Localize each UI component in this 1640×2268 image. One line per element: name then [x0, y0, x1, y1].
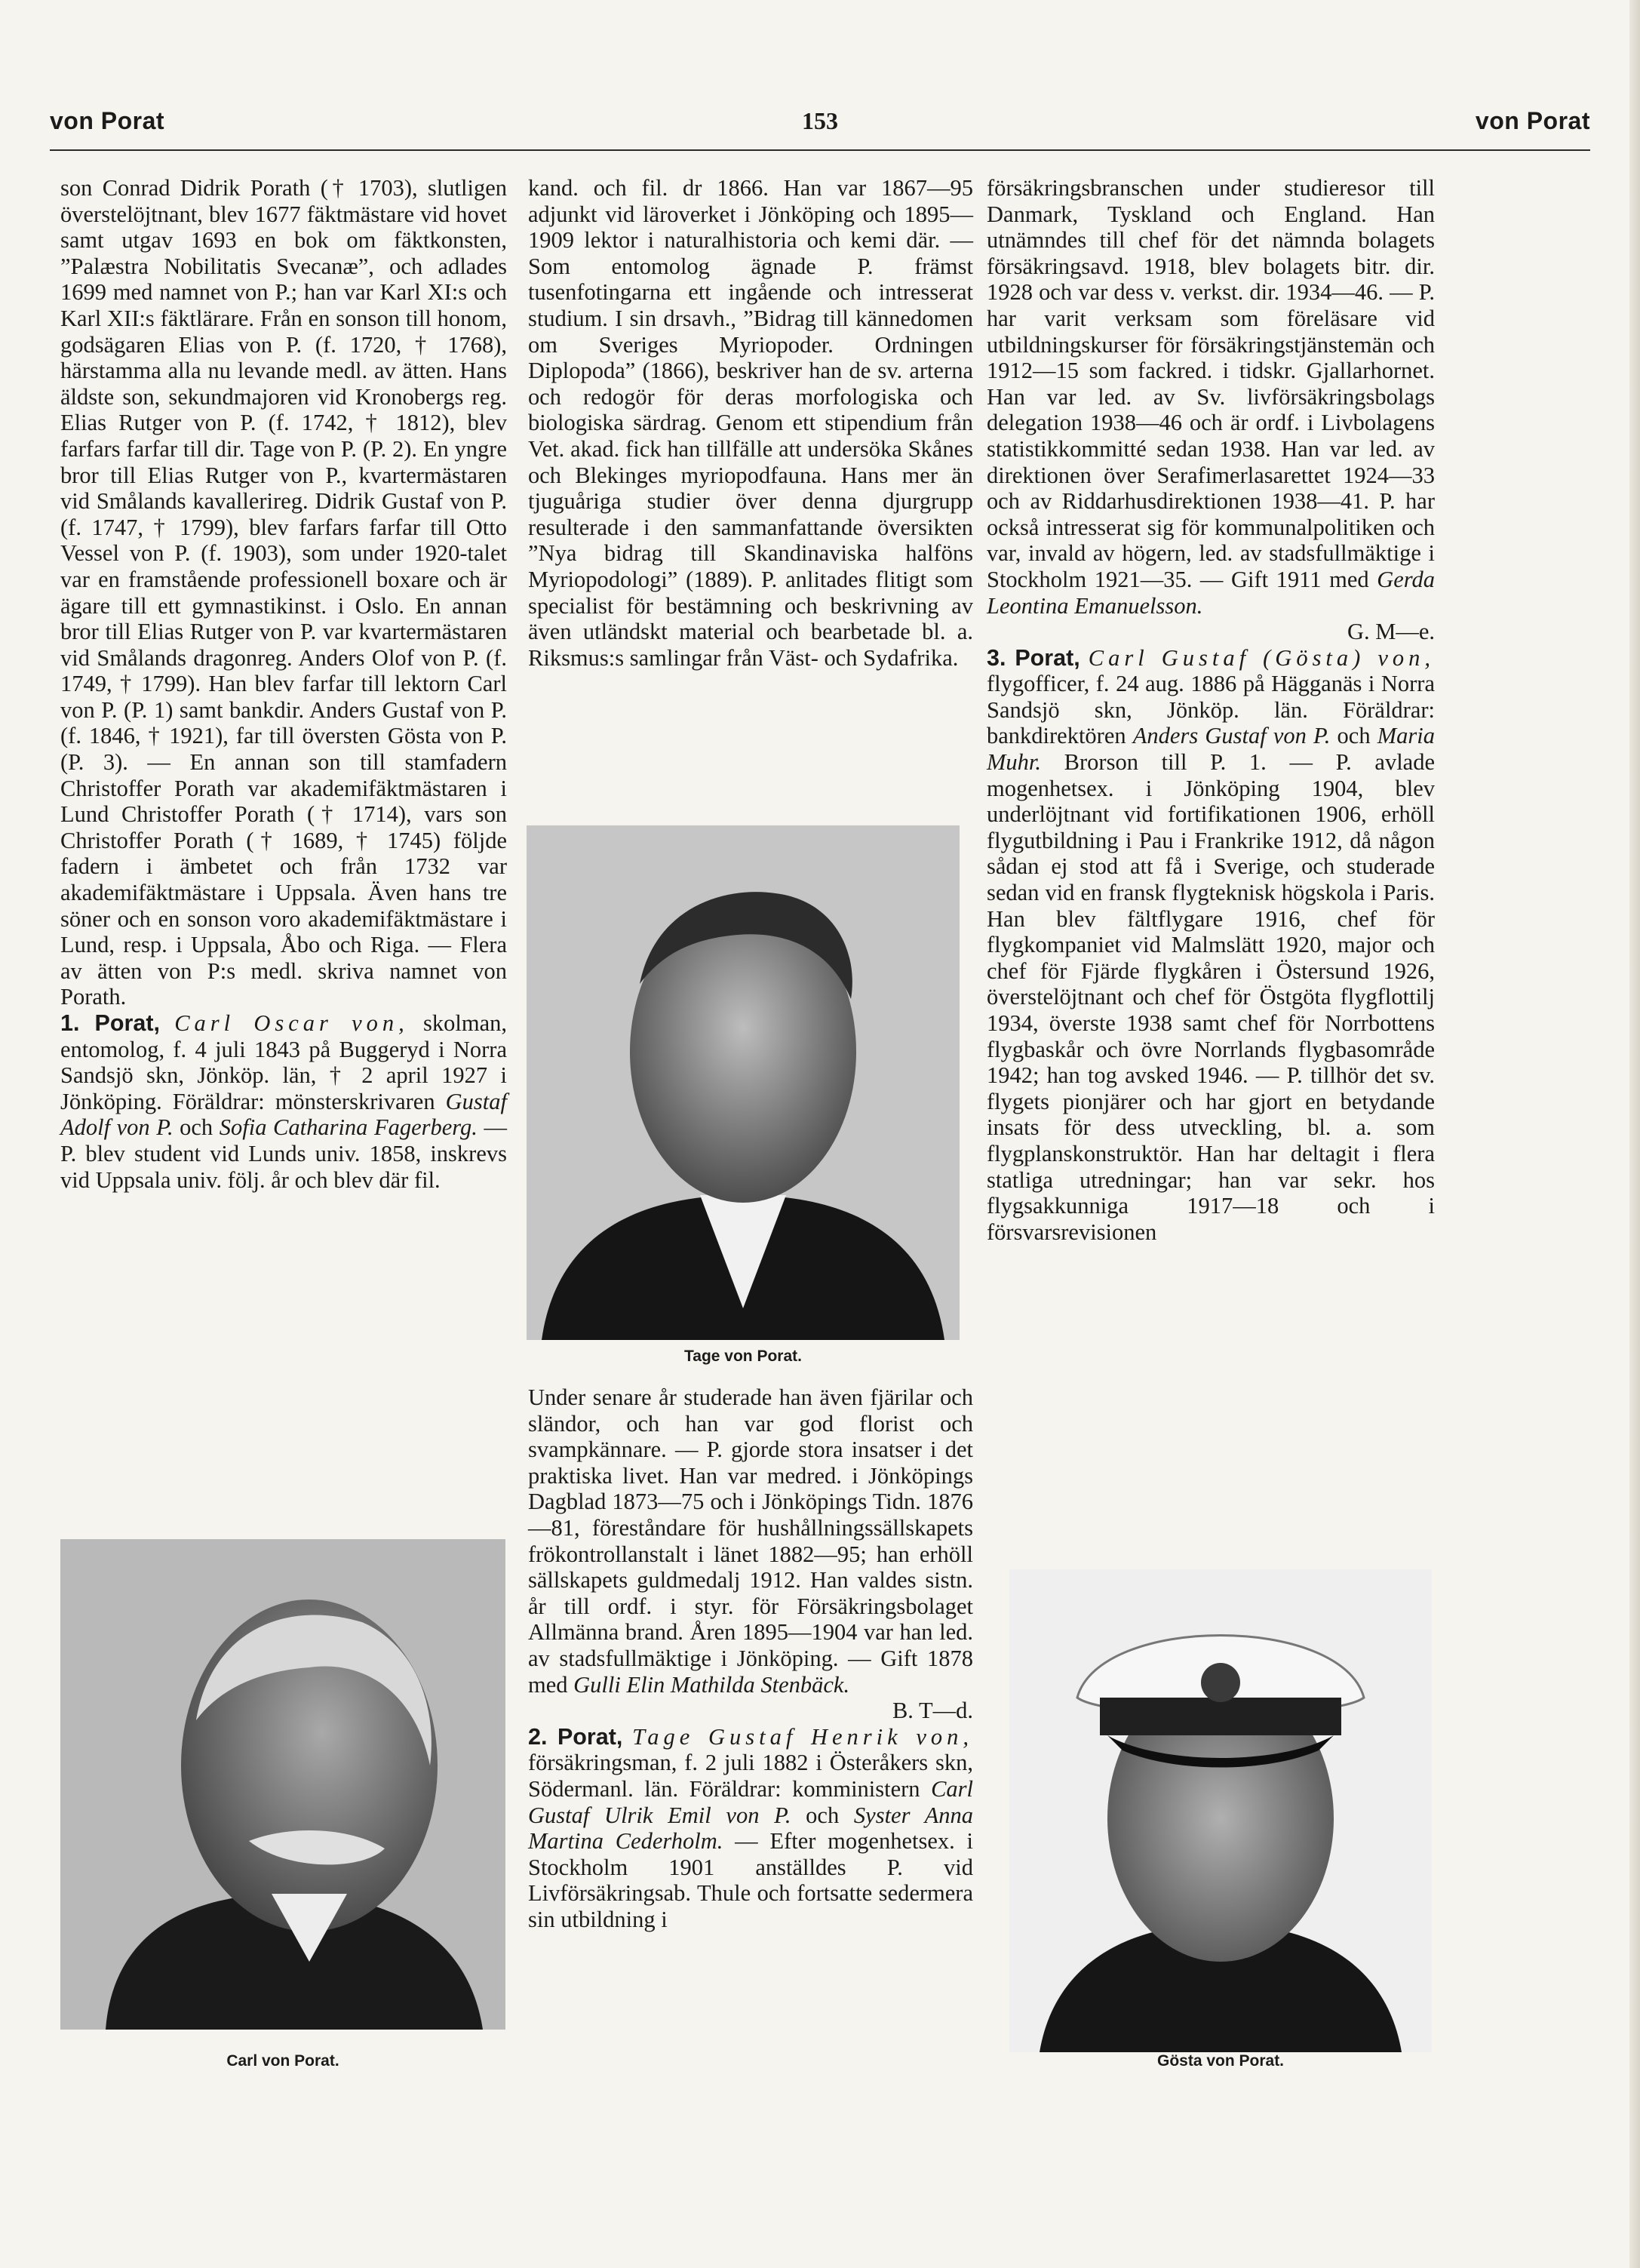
entry-name: Carl Gustaf (Gösta) von, [1088, 644, 1436, 671]
portrait-gosta-von-porat [1009, 1569, 1432, 2052]
entry2-continuation [987, 175, 1435, 619]
page-edge [1629, 0, 1640, 2268]
column-2-lower [528, 1384, 973, 1932]
conjunction: och [791, 1802, 854, 1828]
mother-name: Maria Muhr. [987, 723, 1435, 776]
portrait-tage-von-porat [527, 825, 960, 1340]
entry-name: Carl Oscar von, [174, 1010, 409, 1036]
father-name: Carl Gustaf Ulrik Emil von P. [528, 1775, 973, 1828]
entry-text: — P. blev student vid Lunds univ. 1858, inskrevs vid Uppsala univ. följ. år och blev där fil. [60, 1114, 508, 1193]
family-history-paragraph: son Conrad Didrik Porath († 1703), slutligen överstelöjtnant, blev 1677 fäktmästare vid hovet samt utgav 1693 en bok om fäktkonsten, ”Palæstra Nobilitatis Svecanæ”, och adlades 1699 med namnet von P.; han var Karl XI:s och Karl XII:s fäktlärare. Från en sonson till honom, godsägaren Elias von P. (f. 1720, † 1768), härstamma alla nu levande medl. av ätten. Hans äldste son, sekundmajoren vid Kronobergs reg. Elias Rutger von P. (f. 1742, † 1812), blev farfars farfar till dir. Tage von P. (P. 2). En yngre bror till Elias Rutger von P., kvartermästaren vid Smålands kavallerireg. Didrik Gustaf von P. (f. 1747, † 1799), blev farfars farfar till Otto Vessel von P. (f. 1903), som under 1920-talet var en framstående professionell boxare och är ägare till ett gymnastikinst. i Oslo. En annan bror till Elias Rutger von P. var kvartermästaren vid Smålands dragonreg. Anders Olof von P. (f. 1749, † 1799). Han blev farfar till lektorn Carl von P. (P. 1) samt bankdir. Anders Gustaf von P. (f. 1846, † 1921), far till översten Gösta von P. (P. 3). — En annan son till stamfadern Christoffer Porath var akademifäktmästaren i Lund Christoffer Porath († 1714), vars son Christoffer Porath († 1689, † 1745) följde fadern i ämbetet och från 1732 var akademifäktmästare i Uppsala. Även hans tre söner och en sonson voro akademifäktmästare i Lund, resp. i Uppsala, Åbo och Riga. — Flera av ätten von P:s medl. skriva namnet von Porath. [60, 175, 507, 1010]
caption-gosta: Gösta von Porat. [1156, 2052, 1285, 2070]
conjunction: och [1330, 723, 1377, 749]
entry-text: Brorson till P. 1. — P. avlade mogenhetsex. i Jönköping 1904, blev underlöjtnant vid fortifikationen 1906, erhöll flygutbildning i Pau i Frankrike 1912, då någon sådan ej stod att få i Sverige, och studerade sedan vid en fransk flygteknisk högskola i Paris. Han blev fältflygare 1916, chef för flygkompaniet vid Malmslätt 1920, major och chef för Fjärde flygkåren i Östersund 1926, överstelöjtnant och chef för Östgöta flygflottilj 1934, överste 1938 samt chef för Norrbottens flygbaskår och övre Norrlands flygbasområde 1942; han tog avsked 1946. — P. tillhör det sv. flygets pionjärer och har gjort en betydande insats för dess utveckling, bl. a. som flygplanskonstruktör. Han har deltagit i flera statliga utredningar; han var sekr. hos flygsakkunniga 1917—18 och i försvarsrevisionen [987, 749, 1435, 1245]
entry-text: skolman, entomolog, f. 4 juli 1843 på Buggeryd i Norra Sandsjö skn, Jönköp. län, † 2 april 1927 i Jönköping. Föräldrar: mönsterskrivaren [60, 1010, 508, 1114]
father-name: Anders Gustaf von P. [1132, 723, 1331, 749]
entry-gosta-von-porat [987, 645, 1435, 1246]
entry-text: flygofficer, f. 24 aug. 1886 på Hägganäs i Norra Sandsjö skn, Jönköp. län. Föräldrar: bankdirektören [987, 671, 1435, 749]
entry1-continuation: kand. och fil. dr 1866. Han var 1867—95 adjunkt vid läroverket i Jönköping och 1895—1909 lektor i naturalhistoria och kemi där. — Som entomolog ägnade P. främst tusenfotingarna ett ingående och intresserat studium. I sin drsavh., ”Bidrag till kännedomen om Sveriges Myriopoder. Ordningen Diplopoda” (1866), beskriver han de sv. arterna och redogör för deras morfologiska och biologiska särdrag. Genom ett stipendium från Vet. akad. fick han tillfälle att undersöka Skånes och Blekinges myriopodfauna. Hans mer än tjuguåriga studier över denna djurgrupp resulterade i den sammanfattande översikten ”Nya bidrag till Skandinaviska halföns Myriopodologi” (1889). P. anlitades flitigt som specialist för bestämning och beskrivning av även utländskt material och bearbetade bl. a. Riksmus:s samlingar från Väst- och Sydafrika. [528, 175, 973, 671]
entry-text: — Efter mogenhetsex. i Stockholm 1901 anställdes P. vid Livförsäkringsab. Thule och fortsatte sedermera sin utbildning i [528, 1828, 973, 1932]
caption-carl: Carl von Porat. [226, 2052, 339, 2070]
mother-name: Sofia Catharina Fagerberg. [219, 1114, 478, 1141]
entry-heading: 1. Porat, [60, 1010, 160, 1036]
entry-heading: 3. Porat, [987, 644, 1080, 671]
entry1-end [528, 1384, 973, 1698]
author-signature: G. M—e. [1347, 619, 1435, 645]
header-rule [50, 149, 1590, 151]
caption-tage: Tage von Porat. [684, 1348, 802, 1365]
column-2 [528, 175, 973, 671]
author-signature: B. T—d. [892, 1698, 973, 1724]
running-head-left: von Porat [50, 107, 165, 134]
entry-text: försäkringsman, f. 2 juli 1882 i Österåkers skn, Södermanl. län. Föräldrar: komministern [528, 1750, 973, 1802]
mother-name: Syster Anna Martina Cederholm. [528, 1802, 973, 1855]
entry-carl-von-porat [60, 1010, 507, 1193]
entry-text: Under senare år studerade han även fjärilar och sländor, och han var god florist och svampkännare. — P. gjorde stora insatser i det praktiska livet. Han var medred. i Jönköpings Dagblad 1873—75 och i Jönköpings Tidn. 1876—81, föreståndare för hushållningssällskapets frökontrollanstalt i länet 1882—95; han erhöll sällskapets guldmedalj 1912. Han valdes sistn. år till ordf. i styr. för Försäkringsbolaget Allmänna brand. Åren 1895—1904 var han led. av stadsfullmäktige i Jönköping. — Gift 1878 med [528, 1384, 973, 1698]
entry-tage-von-porat [528, 1724, 973, 1933]
conjunction: och [173, 1114, 220, 1141]
wife-name: Gulli Elin Mathilda Stenbäck. [573, 1671, 850, 1698]
portrait-carl-von-porat [60, 1539, 505, 2030]
father-name: Gustaf Adolf von P. [60, 1088, 507, 1141]
entry-heading: 2. Porat, [528, 1723, 623, 1750]
entry-name: Tage Gustaf Henrik von, [632, 1723, 973, 1750]
column-3 [987, 175, 1435, 1245]
column-1 [60, 175, 507, 1193]
page-header [50, 107, 1590, 142]
page-number: 153 [802, 107, 838, 134]
running-head-right: von Porat [1475, 107, 1590, 134]
wife-name: Gerda Leontina Emanuelsson. [987, 566, 1435, 619]
entry-text: försäkringsbranschen under studieresor till Danmark, Tyskland och England. Han utnämndes till chef för det nämnda bolagets försäkringsavd. 1918, blev bolagets bitr. dir. 1928 och var dess v. verkst. dir. 1934—46. — P. har varit verksam som föreläsare vid utbildningskurser för försäkringstjänstemän och 1912—15 som fackred. i tidskr. Gjallarhornet. Han var led. av Sv. livförsäkringsbolags delegation 1938—46 och är ordf. i Livbolagens statistikkommitté sedan 1938. Han var led. av direktionen över Serafimerlasarettet 1924—33 och av Riddarhusdirektionen 1938—41. P. har också intresserat sig för kommunalpolitiken och var, invald av högern, led. av stadsfullmäktige i Stockholm 1921—35. — Gift 1911 med [987, 175, 1435, 592]
